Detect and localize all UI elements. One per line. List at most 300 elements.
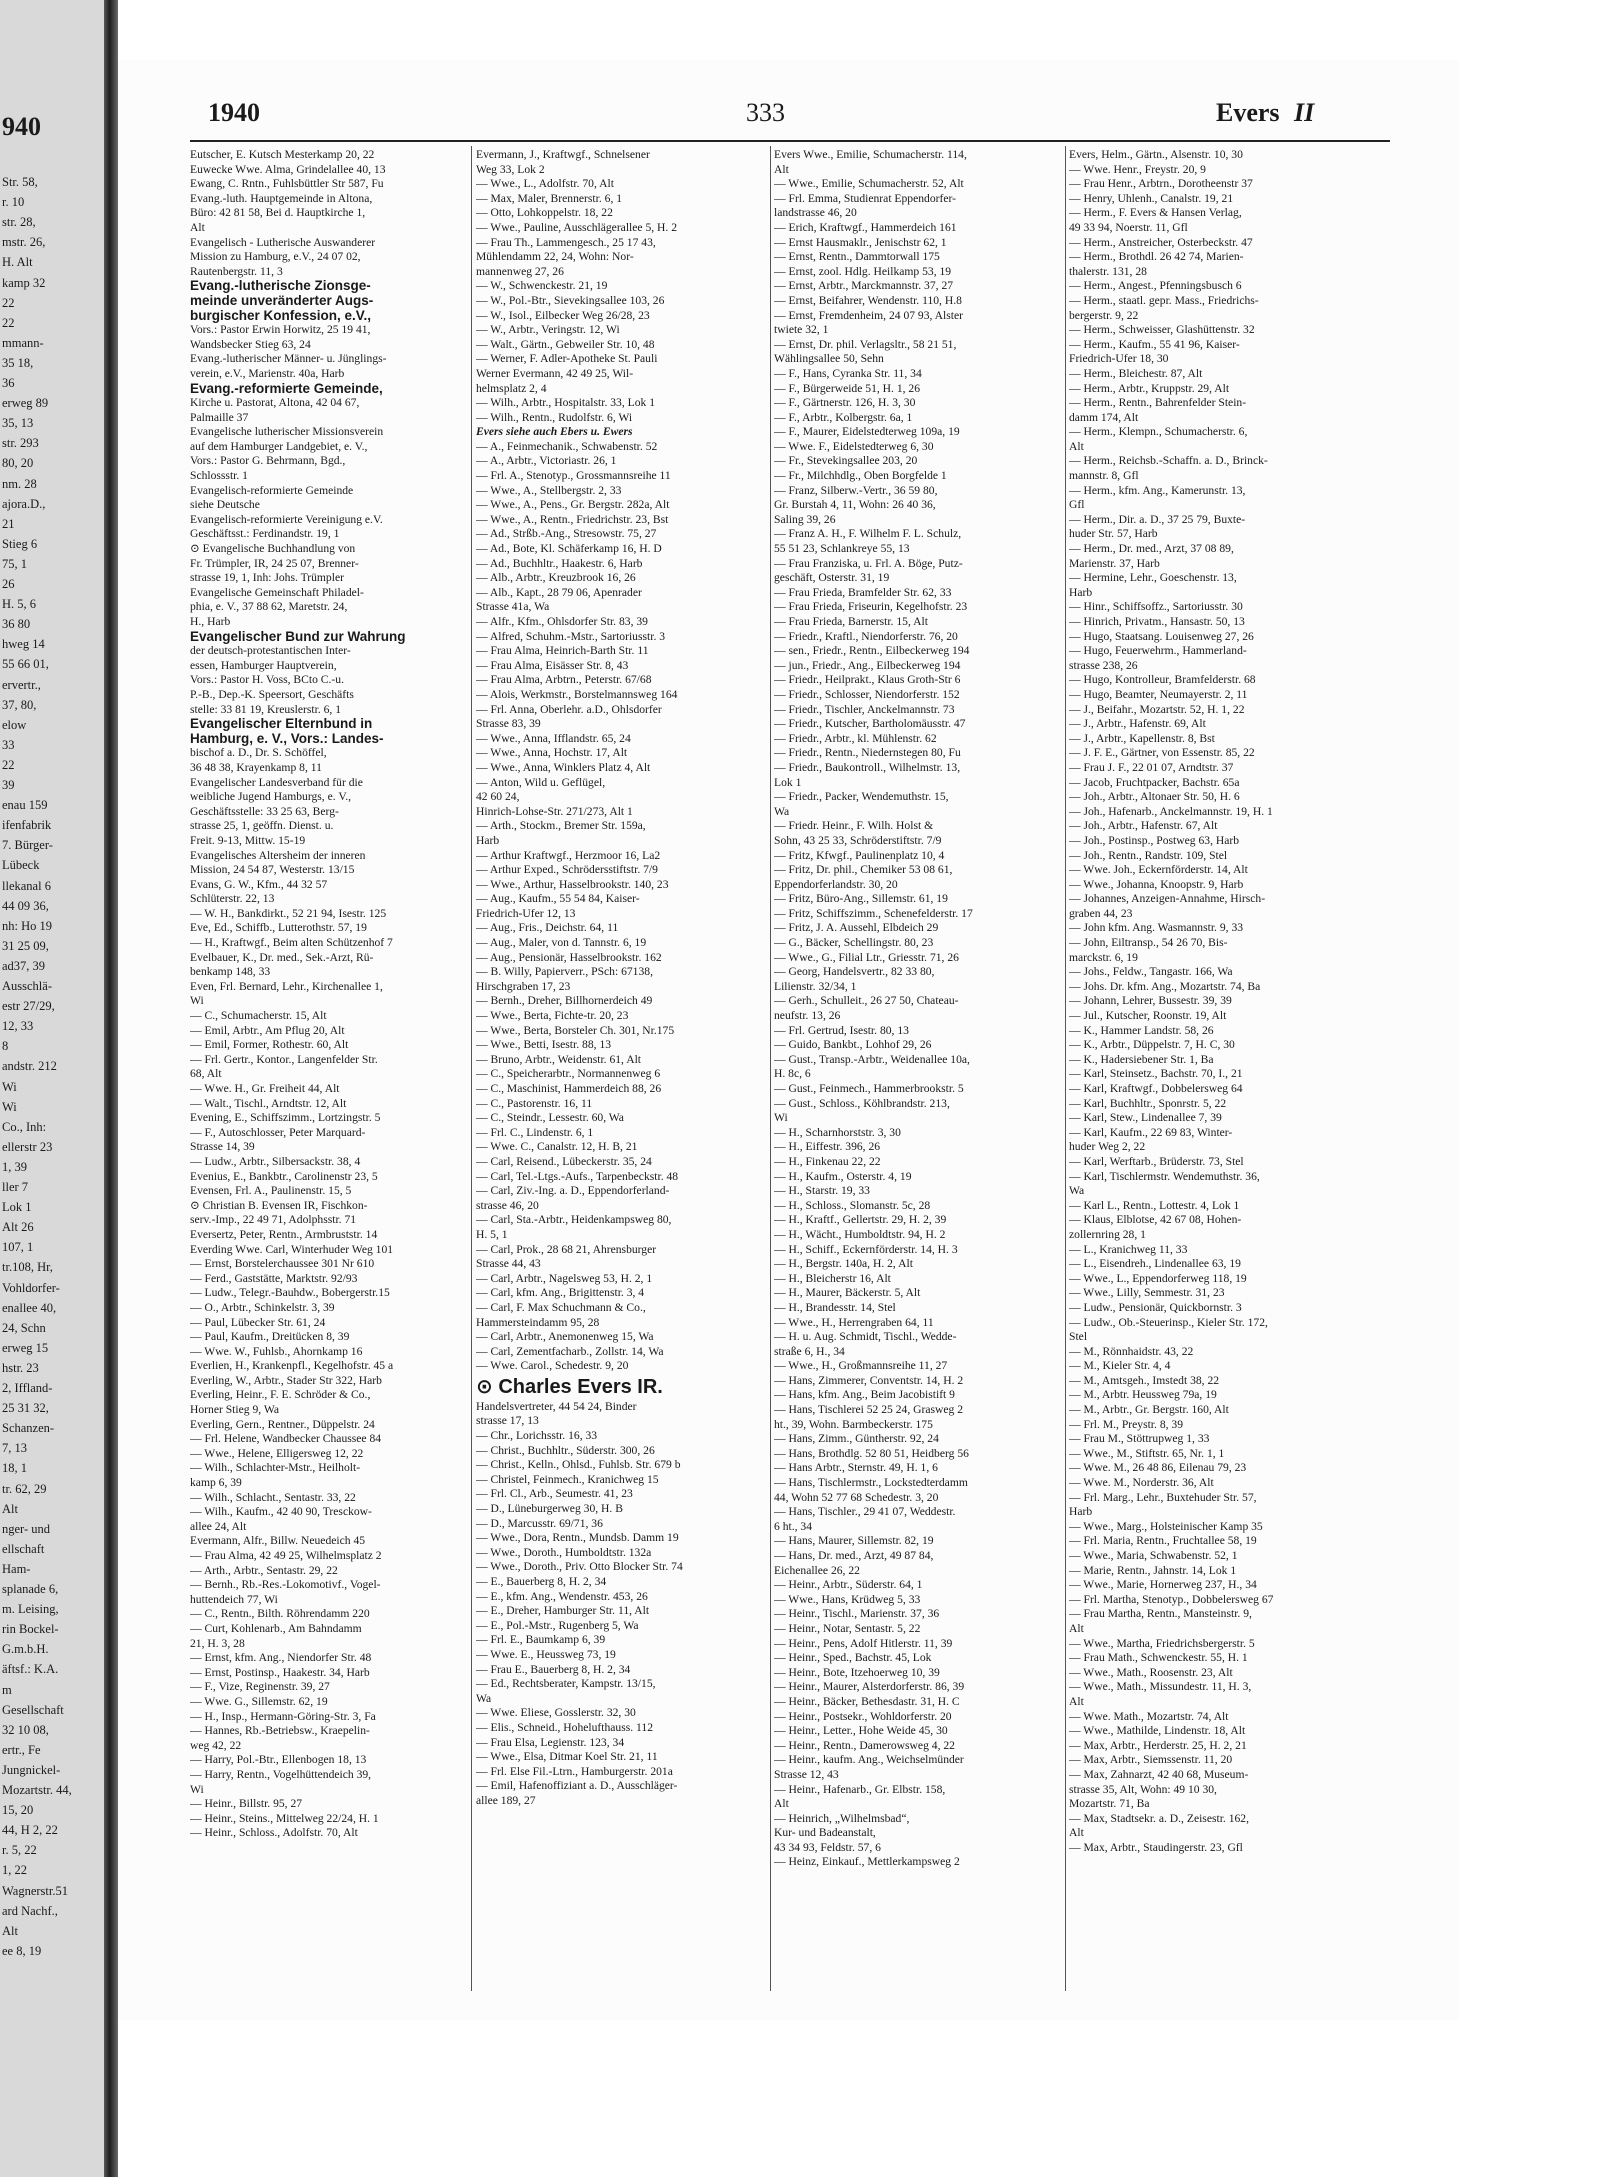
directory-entry: Alt	[190, 220, 205, 234]
directory-entry: H. 8c, 6	[774, 1067, 811, 1081]
directory-entry: — Karl L., Rentn., Lottestr. 4, Lok 1	[1069, 1198, 1240, 1212]
directory-entry: — Arthur Exped., Schrödersstiftstr. 7/9	[476, 863, 658, 877]
directory-entry: — Karl, Stew., Lindenallee 7, 39	[1069, 1111, 1222, 1125]
directory-entry: strasse 17, 13	[476, 1414, 539, 1428]
directory-entry: — Frl. Emma, Studienrat Eppendorfer-	[774, 191, 957, 205]
directory-entry: Handelsvertreter, 44 54 24, Binder	[476, 1399, 637, 1413]
adjacent-page-line: tr. 62, 29	[2, 1481, 47, 1496]
directory-entry: — Wwe., H., Großmannsreihe 11, 27	[774, 1359, 948, 1373]
directory-entry: — Wwe., Helene, Elligersweg 12, 22	[190, 1446, 364, 1460]
adjacent-page-line: Str. 58,	[2, 175, 38, 189]
directory-entry: — Wwe., Berta, Borsteler Ch. 301, Nr.175	[476, 1023, 675, 1037]
directory-entry: — Herm., kfm. Ang., Kamerunstr. 13,	[1069, 483, 1246, 497]
directory-entry: helmsplatz 2, 4	[476, 381, 547, 395]
directory-entry: — Herm., Angest., Pfenningsbusch 6	[1069, 279, 1242, 293]
directory-entry: — Friedr., Schlosser, Niendorferstr. 152	[774, 687, 960, 701]
directory-entry: — W., Arbtr., Veringstr. 12, Wi	[476, 323, 620, 337]
directory-entry: — F., Gärtnerstr. 126, H. 3, 30	[774, 396, 916, 410]
directory-entry: — Wwe., Doroth., Priv. Otto Blocker Str. 74	[476, 1560, 683, 1574]
adjacent-page-line: 15, 20	[2, 1803, 34, 1818]
directory-entry: Marienstr. 37, Harb	[1069, 556, 1160, 570]
directory-entry: — Alb., Arbtr., Kreuzbrook 16, 26	[476, 571, 636, 585]
directory-entry: — Wwe., Pauline, Ausschlägerallee 5, H. 2	[476, 220, 678, 234]
adjacent-page-line: Mozartstr. 44,	[2, 1783, 72, 1797]
directory-entry: — Christ., Kelln., Ohlsd., Fuhlsb. Str. 679 b	[476, 1458, 681, 1472]
directory-entry: — Hugo, Beamter, Neumayerstr. 2, 11	[1069, 687, 1248, 701]
directory-entry: — Wwe., G., Filial Ltr., Griesstr. 71, 26	[774, 950, 959, 964]
directory-entry: Wi	[190, 994, 204, 1008]
directory-entry: Harb	[476, 833, 500, 847]
directory-entry: Saling 39, 26	[774, 512, 836, 526]
directory-entry: Kur- und Badeanstalt,	[774, 1826, 876, 1840]
directory-entry: — Ludw., Ob.-Steuerinsp., Kieler Str. 172,	[1069, 1315, 1268, 1329]
directory-entry: — Hinr., Schiffsoffz., Sartoriusstr. 30	[1069, 600, 1243, 614]
directory-entry: — Guido, Bankbt., Lohhof 29, 26	[774, 1038, 932, 1052]
directory-entry: — Herm., Bleichestr. 87, Alt	[1069, 366, 1203, 380]
directory-entry: — Otto, Lohkoppelstr. 18, 22	[476, 206, 613, 220]
directory-entry: — Frl. Martha, Stenotyp., Dobbelersweg 67	[1069, 1592, 1274, 1606]
directory-entry: P.-B., Dep.-K. Speersort, Geschäfts	[190, 687, 354, 701]
directory-entry: — Ernst, Beifahrer, Wendenstr. 110, H.8	[774, 293, 962, 307]
directory-entry: — H., Bergstr. 140a, H. 2, Alt	[774, 1257, 913, 1271]
directory-entry: Evers siehe auch Ebers u. Ewers	[476, 425, 633, 439]
column-divider	[1065, 146, 1066, 1991]
directory-entry: — L., Eisendreh., Lindenallee 63, 19	[1069, 1257, 1241, 1271]
directory-entry: — Frl. Gertr., Kontor., Langenfelder Str.	[190, 1052, 378, 1066]
directory-entry: Alt	[774, 1797, 789, 1811]
directory-entry: — Carl, F. Max Schuchmann & Co.,	[476, 1300, 646, 1314]
directory-entry: ht., 39, Wohn. Barmbeckerstr. 175	[774, 1417, 933, 1431]
adjacent-page-line: Co., Inh:	[2, 1119, 47, 1134]
directory-entry: — L., Kranichweg 11, 33	[1069, 1242, 1188, 1256]
directory-entry: — E., kfm. Ang., Wendenstr. 453, 26	[476, 1589, 648, 1603]
directory-entry: Ewang, C. Rntn., Fuhlsbüttler Str 587, Fu	[190, 177, 384, 191]
page-number: 333	[746, 98, 785, 127]
directory-entry: — Emil, Former, Rothestr. 60, Alt	[190, 1038, 349, 1052]
directory-entry: — Carl, Arbtr., Anemonenweg 15, Wa	[476, 1330, 654, 1344]
adjacent-page-line: 26	[2, 577, 15, 591]
directory-entry: 21, H. 3, 28	[190, 1636, 245, 1650]
directory-entry: — Alois, Werkmstr., Borstelmannsweg 164	[476, 687, 678, 701]
adjacent-page-line: 12, 33	[2, 1019, 34, 1034]
directory-entry: allee 189, 27	[476, 1793, 536, 1807]
directory-entry: Strasse 44, 43	[476, 1257, 541, 1271]
directory-entry: — Karl, Buchhltr., Sponrstr. 5, 22	[1069, 1096, 1227, 1110]
directory-entry: — Frau Alma, 42 49 25, Wilhelmsplatz 2	[190, 1549, 382, 1562]
directory-entry: — H., Eiffestr. 396, 26	[774, 1140, 881, 1154]
directory-entry: — C., Schumacherstr. 15, Alt	[190, 1009, 327, 1023]
adjacent-page-line: Lok 1	[2, 1200, 32, 1215]
directory-entry: — Wwe. E., Heussweg 73, 19	[476, 1647, 616, 1661]
directory-entry: — Karl, Kraftwgf., Dobbelersweg 64	[1069, 1082, 1243, 1095]
directory-entry: — F., Autoschlosser, Peter Marquard-	[190, 1125, 366, 1139]
directory-entry: — Wwe. M., 26 48 86, Eilenau 79, 23	[1069, 1461, 1247, 1475]
adjacent-page-line: 55 66 01,	[2, 657, 49, 672]
adjacent-page-line: 32 10 08,	[2, 1722, 49, 1737]
directory-entry: — Hans, Tischler., 29 41 07, Weddestr.	[774, 1505, 956, 1519]
directory-entry: — M., Arbtr. Heussweg 79a, 19	[1069, 1388, 1217, 1402]
directory-entry: — Wwe., M., Stiftstr. 65, Nr. 1, 1	[1069, 1446, 1225, 1460]
adjacent-page-line: ifenfabrik	[2, 818, 52, 833]
directory-entry: — Friedr., Baukontroll., Wilhelmstr. 13,	[774, 760, 961, 774]
directory-entry: — Ernst, Dr. phil. Verlagsltr., 58 21 51,	[774, 337, 957, 351]
adjacent-page-line: Wi	[2, 1079, 17, 1094]
directory-entry: — E., Bauerberg 8, H. 2, 34	[476, 1575, 607, 1588]
directory-entry: — Herm., Arbtr., Kruppstr. 29, Alt	[1069, 381, 1230, 395]
directory-entry: — W., Isol., Eilbecker Weg 26/28, 23	[476, 308, 650, 322]
directory-entry: — Harry, Pol.-Btr., Ellenbogen 18, 13	[190, 1753, 367, 1767]
directory-entry: 49 33 94, Noerstr. 11, Gfl	[1069, 220, 1188, 234]
directory-entry: Wa	[476, 1691, 492, 1705]
directory-entry: — Johann, Lehrer, Bussestr. 39, 39	[1069, 994, 1232, 1008]
directory-entry: — Hans, kfm. Ang., Beim Jacobistift 9	[774, 1388, 955, 1402]
directory-entry: straße 6, H., 34	[774, 1344, 845, 1358]
directory-entry: — O., Arbtr., Schinkelstr. 3, 39	[190, 1300, 335, 1314]
directory-entry: — Emil, Hafenoffiziant a. D., Ausschläger-	[476, 1779, 678, 1793]
adjacent-page-line: r. 10	[2, 195, 25, 210]
directory-entry: — J., Beifahr., Mozartstr. 52, H. 1, 22	[1069, 702, 1245, 716]
directory-entry: — Henry, Uhlenh., Canalstr. 19, 21	[1069, 191, 1234, 205]
directory-entry: — Max, Zahnarzt, 42 40 68, Museum-	[1069, 1767, 1249, 1781]
directory-entry: — M., Amtsgeh., Imstedt 38, 22	[1069, 1373, 1220, 1387]
adjacent-page-line: enallee 40,	[2, 1300, 57, 1315]
directory-entry: Geschäftsst.: Ferdinandstr. 19, 1	[190, 527, 340, 541]
directory-entry: huttendeich 77, Wi	[190, 1592, 278, 1606]
directory-entry: — Wwe., A., Stellbergstr. 2, 33	[476, 483, 622, 497]
directory-entry: — Karl, Tischlermstr. Wendemuthstr. 36,	[1069, 1169, 1260, 1183]
directory-entry: — Frau J. F., 22 01 07, Arndtstr. 37	[1069, 760, 1234, 774]
directory-entry: — Anton, Wild u. Geflügel,	[476, 775, 606, 789]
directory-entry: damm 174, Alt	[1069, 410, 1139, 424]
directory-entry: — Friedr., Arbtr., kl. Mühlenstr. 62	[774, 731, 937, 745]
directory-entry: — Alfr., Kfm., Ohlsdorfer Str. 83, 39	[476, 615, 648, 628]
page-year: 1940	[208, 98, 260, 127]
directory-entry: — Franz A. H., F. Wilhelm F. L. Schulz,	[774, 527, 962, 541]
directory-entry: — Bruno, Arbtr., Weidenstr. 61, Alt	[476, 1052, 642, 1066]
directory-entry: — A., Arbtr., Victoriastr. 26, 1	[476, 454, 617, 468]
directory-entry: — Wilh., Schlacht., Sentastr. 33, 22	[190, 1490, 356, 1504]
directory-entry: — Elis., Schneid., Hohelufthauss. 112	[476, 1720, 654, 1734]
directory-entry: — Frl. Gertrud, Isestr. 80, 13	[774, 1023, 909, 1037]
directory-entry: — Joh., Rentn., Randstr. 109, Stel	[1069, 848, 1228, 862]
directory-entry: — K., Hammer Landstr. 58, 26	[1069, 1023, 1214, 1037]
directory-entry: — Heinr., Hafenarb., Gr. Elbstr. 158,	[774, 1782, 946, 1796]
directory-entry: — Wwe., Betti, Isestr. 88, 13	[476, 1038, 612, 1052]
directory-entry: — H., Bleicherstr 16, Alt	[774, 1271, 891, 1285]
directory-entry: huder Weg 2, 22	[1069, 1140, 1146, 1154]
directory-entry: — Carl, Tel.-Ltgs.-Aufs., Tarpenbeckstr. 48	[476, 1169, 679, 1183]
directory-entry: Vors.: Pastor H. Voss, BCto C.-u.	[190, 673, 344, 687]
directory-entry: — Friedr., Tischler, Anckelmannstr. 73	[774, 702, 955, 716]
adjacent-page-line: hweg 14	[2, 637, 45, 652]
directory-entry: — Frau Math., Schwenckestr. 55, H. 1	[1069, 1651, 1248, 1665]
directory-entry: — Aug., Kaufm., 55 54 84, Kaiser-	[476, 892, 640, 906]
directory-entry: Mühlendamm 22, 24, Wohn: Nor-	[476, 250, 634, 264]
directory-entry: — Wwe. F., Eidelstedterweg 6, 30	[774, 439, 934, 453]
directory-entry: Friedrich-Ufer 12, 13	[476, 906, 576, 920]
directory-entry: Schlossstr. 1	[190, 469, 248, 483]
directory-entry: Evangelisch-reformierte Gemeinde	[190, 483, 354, 497]
adjacent-page-line: 31 25 09,	[2, 938, 49, 953]
directory-entry: — H. u. Aug. Schmidt, Tischl., Wedde-	[774, 1330, 957, 1344]
directory-entry: — Ed., Rechtsberater, Kampstr. 13/15,	[476, 1677, 656, 1691]
directory-entry: — Heinr., Steins., Mittelweg 22/24, H. 1	[190, 1811, 379, 1825]
directory-entry: — Marie, Rentn., Jahnstr. 14, Lok 1	[1069, 1563, 1237, 1577]
adjacent-page-line: 1, 39	[2, 1159, 27, 1174]
directory-entry: — Frl. Anna, Oberlehr. a.D., Ohlsdorfer	[476, 702, 662, 716]
directory-entry: — Wwe., Anna, Hochstr. 17, Alt	[476, 746, 628, 760]
directory-entry: — Hermine, Lehr., Goeschenstr. 13,	[1069, 571, 1237, 585]
directory-entry: Wi	[190, 1782, 204, 1796]
directory-entry: Evening, E., Schiffszimm., Lortzingstr. 5	[190, 1111, 381, 1125]
directory-entry: — Wwe., Marg., Holsteinischer Kamp 35	[1069, 1519, 1263, 1533]
directory-entry: — Emil, Arbtr., Am Pflug 20, Alt	[190, 1023, 345, 1037]
directory-entry: — Wwe., L., Adolfstr. 70, Alt	[476, 177, 614, 191]
directory-entry: Evensen, Frl. A., Paulinenstr. 15, 5	[190, 1184, 352, 1198]
directory-entry: Hirschgraben 17, 23	[476, 979, 571, 993]
directory-entry: — Hugo, Feuerwehrm., Hammerland-	[1069, 644, 1247, 658]
directory-entry: Alt	[774, 162, 789, 176]
directory-entry: — Aug., Fris., Deichstr. 64, 11	[476, 921, 619, 935]
adjacent-page-line: erweg 89	[2, 396, 49, 411]
directory-entry: — Carl, Ziv.-Ing. a. D., Eppendorferland-	[476, 1184, 670, 1198]
directory-entry: — Ernst Hausmaklr., Jenischstr 62, 1	[774, 235, 947, 249]
adjacent-page-line: Vohldorfer-	[2, 1280, 60, 1295]
directory-entry: 68, Alt	[190, 1067, 222, 1081]
directory-entry: Even, Frl. Bernard, Lehr., Kirchenallee 1,	[190, 979, 383, 993]
directory-entry: — Heinz, Einkauf., Mettlerkampsweg 2	[774, 1855, 960, 1869]
adjacent-page-line: Alt 26	[2, 1220, 34, 1235]
directory-entry: — Fr., Milchhdlg., Oben Borgfelde 1	[774, 469, 947, 483]
directory-entry: — F., Arbtr., Kolbergstr. 6a, 1	[774, 410, 913, 424]
directory-entry: — Wwe., Maria, Schwabenstr. 52, 1	[1069, 1549, 1238, 1562]
adjacent-page-line: elow	[2, 717, 27, 732]
directory-entry: 6 ht., 34	[774, 1519, 813, 1533]
directory-entry: — Johs., Feldw., Tangastr. 166, Wa	[1069, 965, 1233, 979]
directory-entry: benkamp 148, 33	[190, 965, 271, 979]
directory-entry: — Frau Alma, Arbtrn., Peterstr. 67/68	[476, 673, 652, 687]
adjacent-page-line: andstr. 212	[2, 1059, 57, 1074]
adjacent-page-line: ertr., Fe	[2, 1742, 41, 1757]
adjacent-page-line: str. 293	[2, 436, 39, 451]
adjacent-page-line: Wagnerstr.51	[2, 1883, 68, 1898]
directory-entry: — Wilh., Schlachter-Mstr., Heilholt-	[190, 1461, 361, 1475]
adjacent-page-line: G.m.b.H.	[2, 1642, 49, 1657]
directory-entry: — M., Rönnhaidstr. 43, 22	[1069, 1344, 1194, 1358]
directory-entry: Freit. 9-13, Mittw. 15-19	[190, 833, 306, 847]
adjacent-page-line: 7, 13	[2, 1441, 27, 1456]
directory-entry: — Erich, Kraftwgf., Hammerdeich 161	[774, 220, 957, 234]
directory-entry: — sen., Friedr., Rentn., Eilbeckerweg 194	[774, 644, 970, 658]
directory-entry: Wa	[1069, 1184, 1085, 1198]
directory-entry: burgischer Konfession, e.V.,	[190, 308, 372, 323]
directory-entry: — jun., Friedr., Ang., Eilbeckerweg 194	[774, 658, 961, 672]
adjacent-page-line: erweg 15	[2, 1340, 49, 1355]
directory-entry: huder Str. 57, Harb	[1069, 527, 1158, 541]
directory-entry: Wählingsallee 50, Sehn	[774, 352, 884, 366]
directory-entry: — Frl. Cl., Arb., Seumestr. 41, 23	[476, 1487, 633, 1501]
directory-entry: strasse 238, 26	[1069, 658, 1138, 672]
directory-entry: Lok 1	[774, 775, 802, 789]
directory-entry: landstrasse 46, 20	[774, 206, 857, 220]
directory-entry: — Ferd., Gaststätte, Marktstr. 92/93	[190, 1271, 358, 1285]
directory-entry: Mission, 24 54 87, Westerstr. 13/15	[190, 863, 355, 877]
directory-entry: Evangelischer Elternbund in	[190, 717, 373, 732]
directory-entry: — Jacob, Fruchtpacker, Bachstr. 65a	[1069, 775, 1240, 789]
directory-entry: — Hans, Zimmerer, Conventstr. 14, H. 2	[774, 1373, 964, 1387]
adjacent-page-line: 24, Schn	[2, 1320, 46, 1335]
directory-entry: geschäft, Osterstr. 31, 19	[774, 571, 890, 585]
directory-entry: — Frau Martha, Rentn., Mansteinstr. 9,	[1069, 1607, 1252, 1621]
directory-entry: — Gust., Schloss., Köhlbrandstr. 213,	[774, 1096, 950, 1110]
directory-entry: H. 5, 1	[476, 1227, 508, 1241]
directory-entry: — Arth., Arbtr., Sentastr. 29, 22	[190, 1563, 338, 1577]
directory-entry: — Frau Elsa, Legienstr. 123, 34	[476, 1735, 625, 1749]
directory-entry: — Heinr., Arbtr., Süderstr. 64, 1	[774, 1578, 923, 1592]
directory-entry: Weg 33, Lok 2	[476, 162, 545, 176]
directory-entry: — Franz, Silberw.-Vertr., 36 59 80,	[774, 483, 938, 497]
directory-entry: kamp 6, 39	[190, 1476, 242, 1490]
directory-entry: Evers, Helm., Gärtn., Alsenstr. 10, 30	[1069, 148, 1243, 161]
directory-entry: 55 51 23, Schlankreye 55, 13	[774, 542, 910, 556]
directory-entry: — Heinr., Rentn., Damerowsweg 4, 22	[774, 1738, 955, 1752]
directory-entry: Evangelischer Bund zur Wahrung	[190, 629, 406, 644]
directory-entry: — Fritz, J. A. Aussehl, Elbdeich 29	[774, 921, 939, 935]
directory-entry: — Heinr., Tischl., Marienstr. 37, 36	[774, 1607, 940, 1621]
adjacent-page-line: kamp 32	[2, 275, 46, 290]
directory-entry: — H., Finkenau 22, 22	[774, 1154, 881, 1168]
directory-entry: — Max, Arbtr., Siemssenstr. 11, 20	[1069, 1753, 1233, 1767]
directory-entry: Lilienstr. 32/34, 1	[774, 979, 857, 993]
directory-entry: — Christel, Feinmech., Kranichweg 15	[476, 1472, 659, 1486]
directory-entry: bischof a. D., Dr. S. Schöffel,	[190, 746, 327, 760]
directory-entry: — Frl. Else Fil.-Ltrn., Hamburgerstr. 201a	[476, 1764, 673, 1778]
adjacent-page-line: estr 27/29,	[2, 999, 55, 1014]
directory-entry: auf dem Hamburger Landgebiet, e. V.,	[190, 439, 368, 453]
directory-entry: verein, e.V., Marienstr. 40a, Harb	[190, 366, 345, 380]
directory-entry: — Karl, Steinsetz., Bachstr. 70, I., 21	[1069, 1067, 1243, 1081]
directory-entry: — Frau Alma, Heinrich-Barth Str. 11	[476, 644, 649, 658]
adjacent-page-line: m	[2, 1682, 12, 1697]
directory-column-2	[476, 148, 766, 1809]
directory-entry: — Wwe., Math., Roosenstr. 23, Alt	[1069, 1665, 1233, 1679]
adjacent-page-line: r. 5, 22	[2, 1843, 37, 1858]
adjacent-page-strip	[0, 0, 112, 2177]
directory-entry: — Paul, Lübecker Str. 61, 24	[190, 1315, 326, 1329]
directory-entry: 36 48 38, Krayenkamp 8, 11	[190, 760, 322, 774]
directory-entry: — Ludw., Arbtr., Silbersackstr. 38, 4	[190, 1154, 361, 1168]
directory-entry: — J., Arbtr., Hafenstr. 69, Alt	[1069, 717, 1206, 731]
directory-entry: — Frl. Helene, Wandbecker Chaussee 84	[190, 1432, 382, 1446]
adjacent-page-line: Wi	[2, 1099, 17, 1114]
directory-entry: — Wwe., Arthur, Hasselbrookstr. 140, 23	[476, 877, 669, 891]
adjacent-page-line: ellerstr 23	[2, 1139, 53, 1154]
directory-entry: Hamburg, e. V., Vors.: Landes-	[190, 731, 384, 746]
directory-entry: — Friedr., Rentn., Niedernstegen 80, Fu	[774, 746, 961, 760]
directory-entry: — Ernst, zool. Hdlg. Heilkamp 53, 19	[774, 264, 952, 278]
directory-entry: — Ernst, kfm. Ang., Niendorfer Str. 48	[190, 1651, 372, 1665]
directory-entry: — B. Willy, Papierverr., PSch: 67138,	[476, 965, 653, 979]
directory-entry: — Heinr., Notar, Sentastr. 5, 22	[774, 1621, 921, 1635]
directory-entry: — Ernst, Rentn., Dammtorwall 175	[774, 250, 940, 264]
adjacent-page-line: mmann-	[2, 335, 44, 350]
directory-entry: — Paul, Kaufm., Dreitücken 8, 39	[190, 1330, 350, 1344]
directory-entry: Evangelisches Altersheim der inneren	[190, 848, 366, 862]
adjacent-page-line: 22	[2, 295, 15, 310]
directory-entry: Rautenbergstr. 11, 3	[190, 264, 283, 278]
directory-entry: Everlien, H., Krankenpfl., Kegelhofstr. 45 a	[190, 1359, 394, 1373]
directory-entry: — Wwe., Math., Missundestr. 11, H. 3,	[1069, 1680, 1252, 1694]
directory-entry: — Hans Arbtr., Sternstr. 49, H. 1, 6	[774, 1461, 938, 1475]
page-fold	[104, 0, 118, 2177]
directory-entry: Gr. Burstah 4, 11, Wohn: 26 40 36,	[774, 498, 936, 512]
directory-entry: — Wilh., Arbtr., Hospitalstr. 33, Lok 1	[476, 396, 656, 410]
directory-entry: — Gust., Feinmech., Hammerbrookstr. 5	[774, 1082, 964, 1095]
directory-entry: — Heinrich, „Wilhelmsbad“,	[774, 1811, 910, 1825]
directory-entry: — Max, Maler, Brennerstr. 6, 1	[476, 191, 623, 205]
directory-entry: Evangelischer Landesverband für die	[190, 775, 363, 789]
adjacent-page-line: H. 5, 6	[2, 597, 37, 612]
directory-entry: meinde unveränderter Augs-	[190, 293, 374, 308]
directory-entry: Everling, Gern., Rentner., Düppelstr. 24	[190, 1417, 375, 1431]
directory-entry: — Wwe., Berta, Fichte-tr. 20, 23	[476, 1009, 629, 1023]
directory-entry: Mozartstr. 71, Ba	[1069, 1797, 1150, 1811]
adjacent-page-line: mstr. 26,	[2, 235, 46, 250]
directory-entry: Strasse 14, 39	[190, 1140, 255, 1154]
directory-entry: — H., Starstr. 19, 33	[774, 1184, 870, 1198]
adjacent-page-line: llekanal 6	[2, 878, 51, 893]
directory-entry: Friedrich-Ufer 18, 30	[1069, 352, 1169, 366]
directory-entry: — C., Steindr., Lessestr. 60, Wa	[476, 1111, 624, 1125]
directory-entry: — Ad., Bote, Kl. Schäferkamp 16, H. D	[476, 542, 662, 556]
directory-entry: — Klaus, Elblotse, 42 67 08, Hohen-	[1069, 1213, 1242, 1227]
directory-entry: Gfl	[1069, 498, 1085, 512]
adjacent-page-line: rin Bockel-	[2, 1622, 59, 1637]
directory-entry: — Alb., Kapt., 28 79 06, Apenrader	[476, 585, 642, 599]
directory-entry: — Frau Franziska, u. Frl. A. Böge, Putz-	[774, 556, 963, 570]
directory-column-4	[1069, 148, 1369, 1855]
directory-entry: — Frau E., Bauerberg 8, H. 2, 34	[476, 1662, 631, 1676]
directory-entry: strasse 46, 20	[476, 1198, 539, 1212]
directory-entry: Alt	[1069, 439, 1084, 453]
directory-entry: Harb	[1069, 585, 1093, 599]
directory-entry: — Friedr., Kraftl., Niendorferstr. 76, 20	[774, 629, 958, 643]
directory-entry: — M., Kieler Str. 4, 4	[1069, 1359, 1171, 1373]
directory-entry: Evangelische Gemeinschaft Philadel-	[190, 585, 364, 599]
adjacent-page-line: ervertr.,	[2, 677, 41, 692]
directory-entry: — Frau Frieda, Friseurin, Kegelhofstr. 23	[774, 600, 968, 614]
adjacent-page-line: 8	[2, 1039, 9, 1054]
directory-entry: Werner Evermann, 42 49 25, Wil-	[476, 366, 634, 380]
directory-entry: — C., Pastorenstr. 16, 11	[476, 1096, 593, 1110]
directory-entry: — Karl, Kaufm., 22 69 83, Winter-	[1069, 1125, 1233, 1139]
directory-entry: Everling, Heinr., F. E. Schröder & Co.,	[190, 1388, 371, 1402]
adjacent-page-line: hstr. 23	[2, 1360, 39, 1375]
directory-entry: ⊙ Evangelische Buchhandlung von	[190, 542, 356, 556]
directory-entry: Everling, W., Arbtr., Stader Str 322, Harb	[190, 1373, 382, 1387]
adjacent-page-line: ller 7	[2, 1180, 29, 1194]
directory-entry: — Herm., Schweisser, Glashüttenstr. 32	[1069, 323, 1255, 337]
directory-entry: — Aug., Maler, von d. Tannstr. 6, 19	[476, 936, 647, 950]
directory-entry: Hammersteindamm 95, 28	[476, 1315, 600, 1329]
directory-entry: — Wwe., Johanna, Knoopstr. 9, Harb	[1069, 877, 1244, 891]
directory-entry: — Jul., Kutscher, Roonstr. 19, Alt	[1069, 1009, 1227, 1023]
directory-entry: H., Harb	[190, 615, 231, 628]
directory-entry: — Fritz, Büro-Ang., Sillemstr. 61, 19	[774, 892, 948, 906]
directory-entry: — C., Rentn., Bilth. Röhrendamm 220	[190, 1607, 370, 1621]
adjacent-page-line: nger- und	[2, 1521, 50, 1536]
directory-entry: — Arth., Stockm., Bremer Str. 159a,	[476, 819, 646, 833]
